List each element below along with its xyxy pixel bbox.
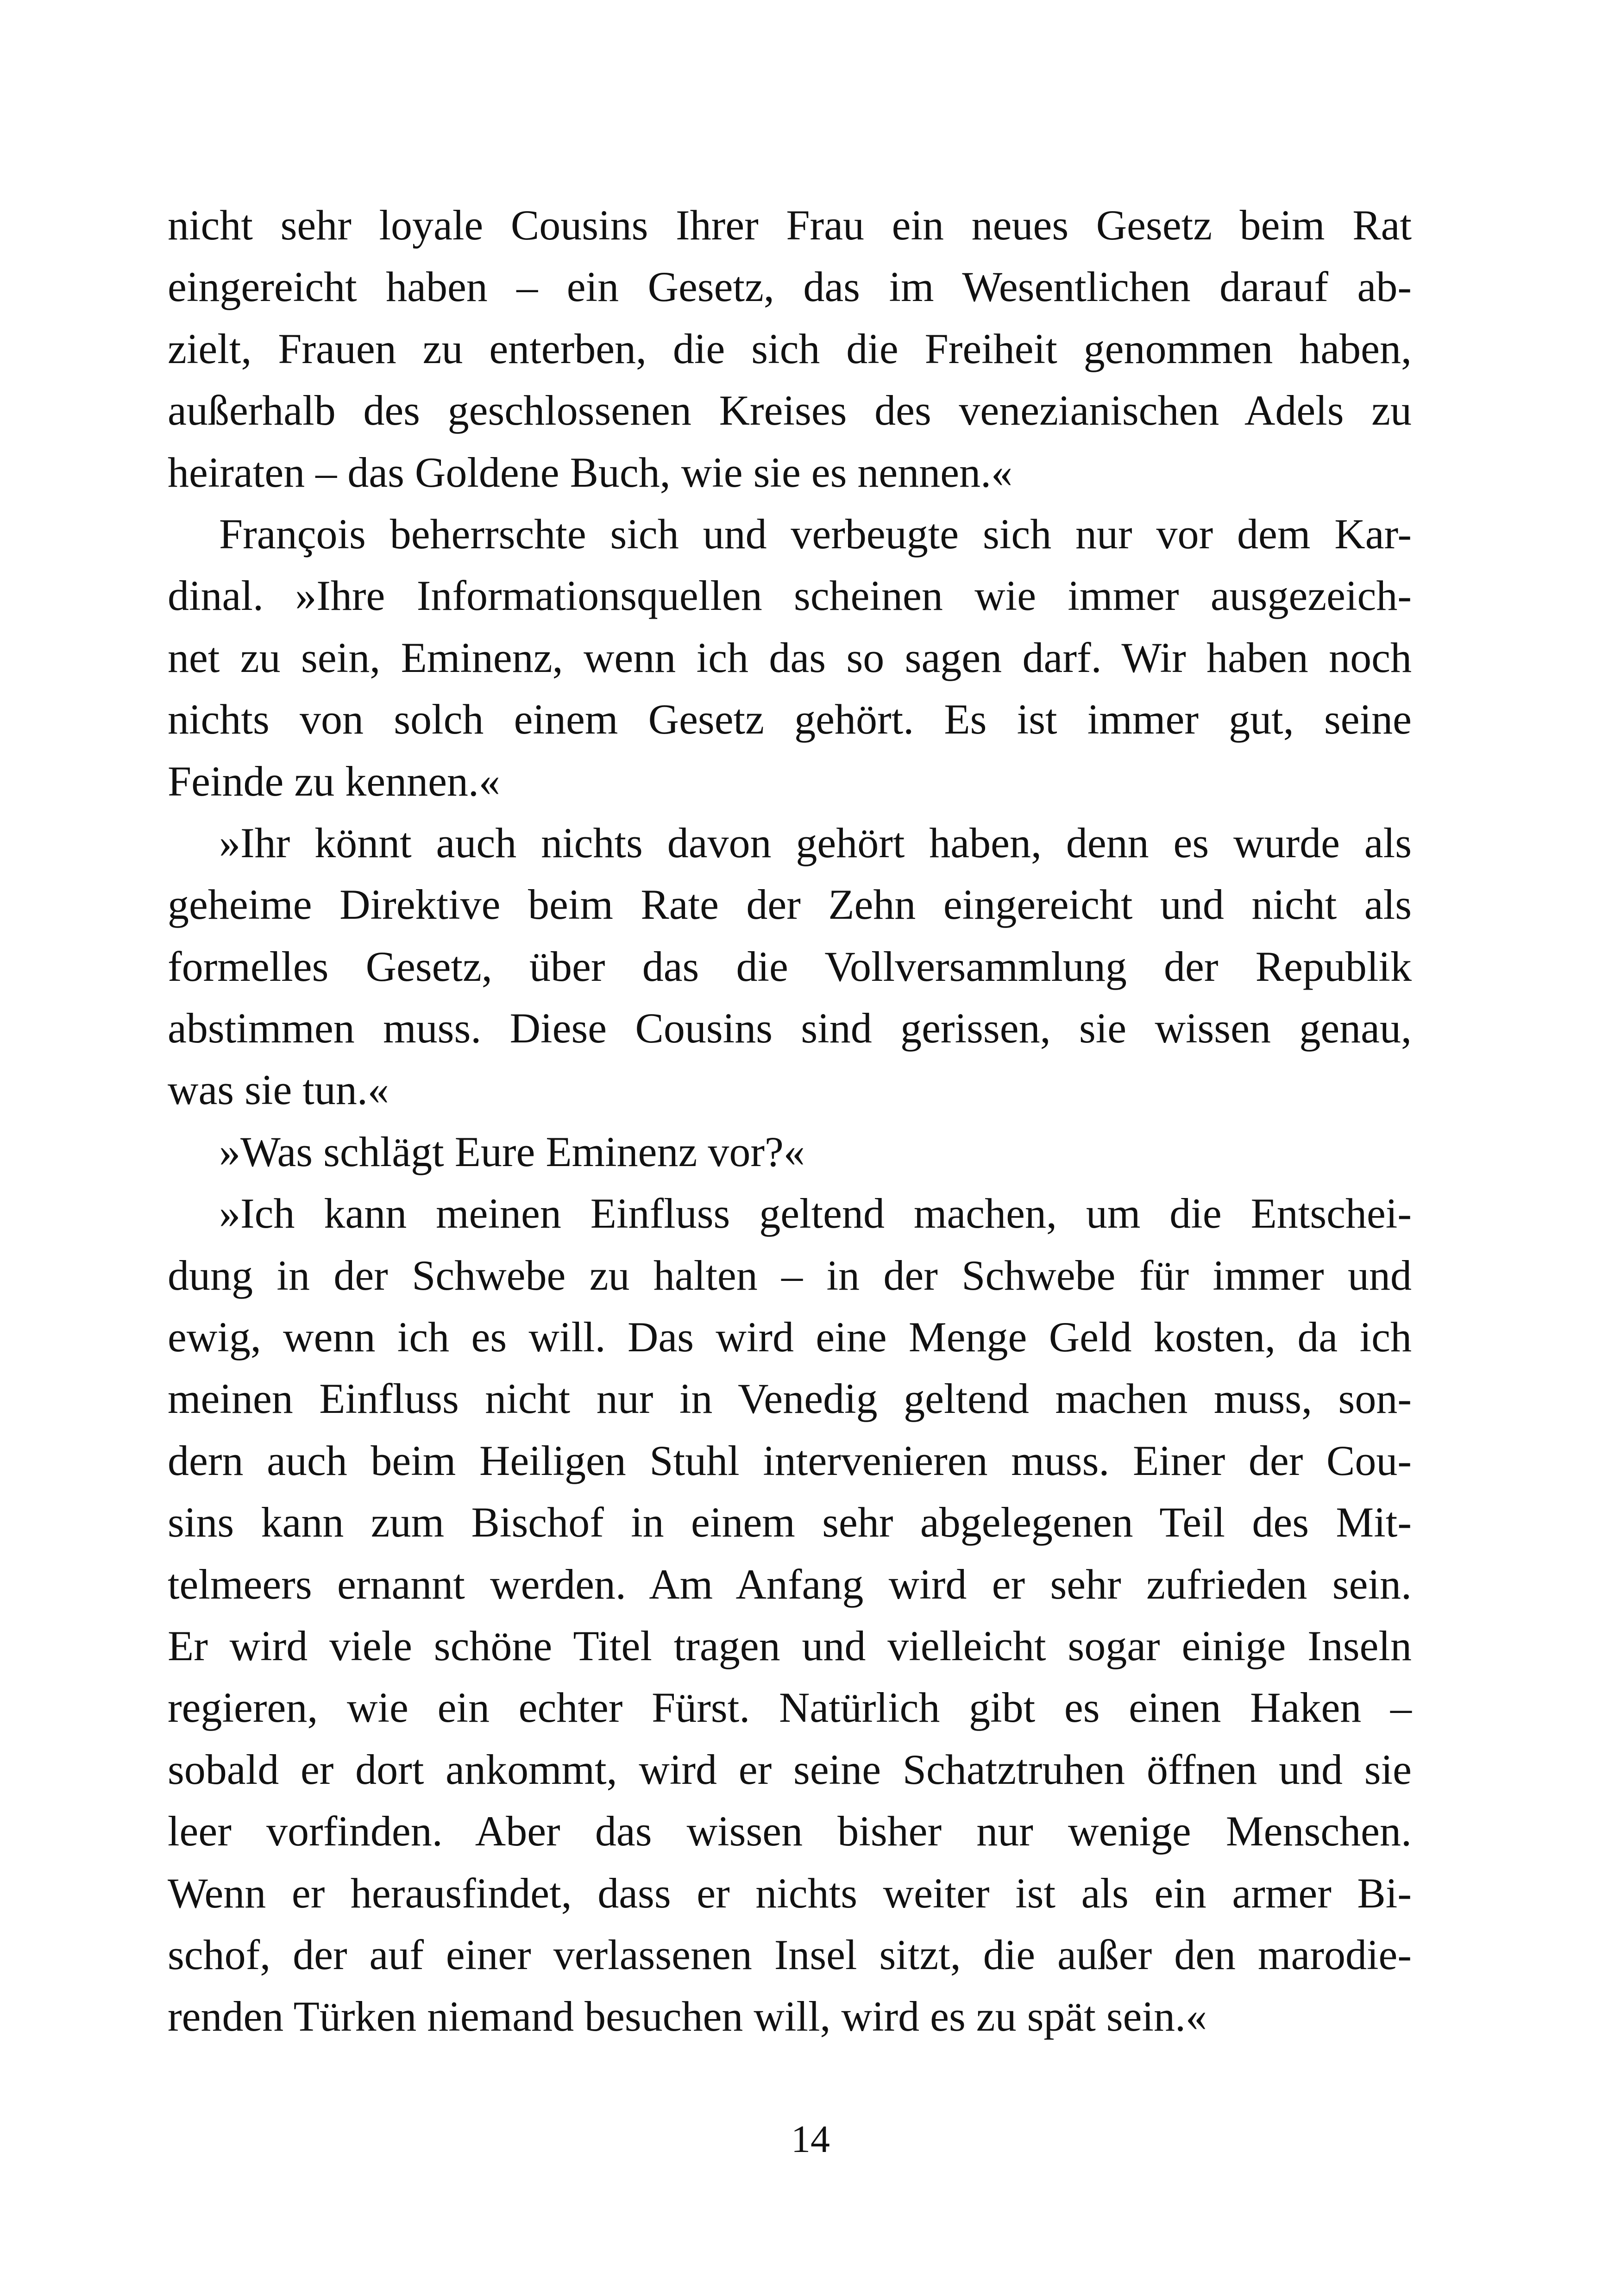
- text-line: nichts von solch einem Gesetz gehört. Es ist immer gut, seine: [168, 696, 1412, 743]
- text-line: »Ich kann meinen Einfluss geltend machen, um die Entschei-: [219, 1190, 1412, 1237]
- text-line: renden Türken niemand besuchen will, wird es zu spät sein.«: [168, 1993, 1207, 2040]
- text-line: dern auch beim Heiligen Stuhl intervenieren muss. Einer der Cou-: [168, 1437, 1412, 1484]
- text-line: was sie tun.«: [168, 1066, 389, 1114]
- text-line: nicht sehr loyale Cousins Ihrer Frau ein neues Gesetz beim Rat: [168, 201, 1412, 249]
- text-line: heiraten – das Goldene Buch, wie sie es nennen.«: [168, 448, 1013, 496]
- text-line: außerhalb des geschlossenen Kreises des venezianischen Adels zu: [168, 387, 1412, 434]
- text-line: »Was schlägt Eure Eminenz vor?«: [219, 1128, 805, 1175]
- text-line: schof, der auf einer verlassenen Insel sitzt, die außer den marodie-: [168, 1931, 1412, 1978]
- text-line: »Ihr könnt auch nichts davon gehört haben, denn es wurde als: [219, 819, 1412, 866]
- text-line: abstimmen muss. Diese Cousins sind gerissen, sie wissen genau,: [168, 1004, 1412, 1052]
- text-line: meinen Einfluss nicht nur in Venedig geltend machen muss, son-: [168, 1375, 1412, 1423]
- text-line: Feinde zu kennen.«: [168, 757, 500, 805]
- text-line: regieren, wie ein echter Fürst. Natürlich gibt es einen Haken –: [168, 1684, 1412, 1731]
- text-line: Wenn er herausfindet, dass er nichts weiter ist als ein armer Bi-: [168, 1869, 1412, 1917]
- text-line: net zu sein, Eminenz, wenn ich das so sagen darf. Wir haben noch: [168, 634, 1412, 681]
- text-line: sobald er dort ankommt, wird er seine Schatztruhen öffnen und sie: [168, 1745, 1412, 1793]
- text-line: Er wird viele schöne Titel tragen und vielleicht sogar einige Inseln: [168, 1622, 1412, 1669]
- text-line: geheime Direktive beim Rate der Zehn eingereicht und nicht als: [168, 881, 1412, 928]
- text-line: dung in der Schwebe zu halten – in der Schwebe für immer und: [168, 1251, 1412, 1299]
- text-line: telmeers ernannt werden. Am Anfang wird er sehr zufrieden sein.: [168, 1560, 1412, 1608]
- text-line: dinal. »Ihre Informationsquellen scheinen wie immer ausgezeich-: [168, 572, 1412, 620]
- text-line: eingereicht haben – ein Gesetz, das im Wesentlichen darauf ab-: [168, 263, 1412, 311]
- text-line: François beherrschte sich und verbeugte sich nur vor dem Kar-: [219, 510, 1412, 558]
- text-line: sins kann zum Bischof in einem sehr abgelegenen Teil des Mit-: [168, 1499, 1412, 1546]
- body-text: [168, 194, 1412, 2048]
- text-line: leer vorfinden. Aber das wissen bisher nur wenige Menschen.: [168, 1807, 1412, 1855]
- text-line: zielt, Frauen zu enterben, die sich die Freiheit genommen haben,: [168, 325, 1412, 372]
- text-line: ewig, wenn ich es will. Das wird eine Menge Geld kosten, da ich: [168, 1313, 1412, 1361]
- page-number: 14: [791, 2118, 830, 2161]
- text-line: formelles Gesetz, über das die Vollversammlung der Republik: [168, 942, 1412, 990]
